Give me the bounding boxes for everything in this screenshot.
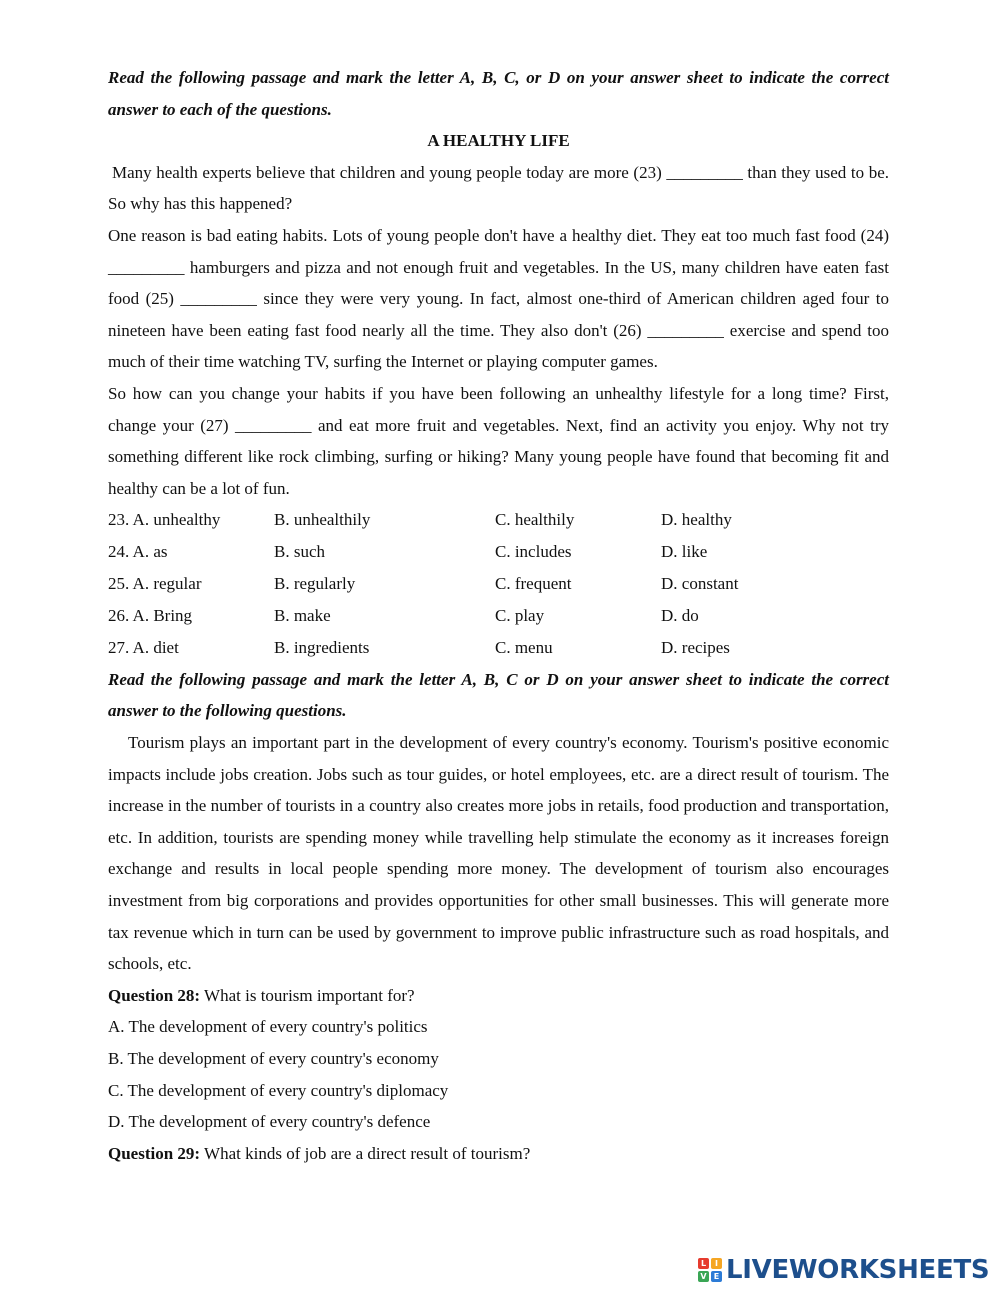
question-25-row xyxy=(108,568,889,600)
question-24-row xyxy=(108,536,889,568)
q26-option-b: B. make xyxy=(274,606,331,626)
q24-option-a: 24. A. as xyxy=(108,542,168,562)
worksheet-page xyxy=(108,62,889,1169)
passage1-title: A HEALTHY LIFE xyxy=(427,131,570,151)
q24-option-c: C. includes xyxy=(495,542,572,562)
question-28-label: Question 28: xyxy=(108,985,201,1005)
question-29-text: What kinds of job are a direct result of tourism? xyxy=(200,1143,531,1163)
q25-option-b: B. regularly xyxy=(274,574,356,594)
passage1-instruction: Read the following passage and mark the letter A, B, C, or D on your answer sheet to indicate the correct answer to each of the questions. xyxy=(108,68,889,119)
passage2-paragraph: Tourism plays an important part in the development of every country's economy. Tourism's positive economic impacts include jobs creation. Jobs such as tour guides, or hotel employees, etc. are a direct result of tourism. The increase in the number of tourists in a country also creates more jobs in retails, food production and transportation, etc. In addition, tourists are spending money while travelling help stimulate the economy as it increases foreign exchange and results in local people spending more money. The development of tourism also encourages investment from big corporations and provides opportunities for other small businesses. This will generate more tax revenue which in turn can be used by government to improve public infrastructure such as road hospitals, and schools, etc. xyxy=(108,733,889,974)
question-29-label: Question 29: xyxy=(108,1143,201,1163)
logo-text: LIVEWORKSHEETS xyxy=(726,1255,990,1285)
passage2-instruction: Read the following passage and mark the letter A, B, C or D on your answer sheet to indicate the correct answer to the following questions. xyxy=(108,669,889,721)
q28-option-a: A. The development of every country's politics xyxy=(108,1017,428,1037)
q23-option-c: C. healthily xyxy=(495,510,575,530)
q28-option-d: D. The development of every country's defence xyxy=(108,1112,431,1132)
question-27-row xyxy=(108,632,889,664)
passage1-paragraph-3: So how can you change your habits if you have been following an unhealthy lifestyle for a long time? First, change your (27) _________ and eat more fruit and vegetables. Next, find an activity you enjoy. Why not try something different like rock climbing, surfing or hiking? Many young people have found that becoming fit and healthy can be a lot of fun. xyxy=(108,383,889,498)
q25-option-a: 25. A. regular xyxy=(108,574,202,594)
passage1-paragraph-2: One reason is bad eating habits. Lots of young people don't have a healthy diet. They eat too much fast food (24) _________ hamburgers and pizza and not enough fruit and vegetables. In the US, many children have eaten fast food (25) _________ since they were very young. In fact, almost one-third of American children aged four to nineteen have been eating fast food nearly all the time. They also don't (26) _________ exercise and spend too much of their time watching TV, surfing the Internet or playing computer games. xyxy=(108,225,889,372)
liveworksheets-logo xyxy=(698,1255,989,1285)
logo-mark-e: E xyxy=(711,1271,722,1282)
q26-option-a: 26. A. Bring xyxy=(108,606,193,626)
q27-option-a: 27. A. diet xyxy=(108,637,179,657)
question-26-row xyxy=(108,600,889,632)
q27-option-b: B. ingredients xyxy=(274,637,370,657)
q25-option-d: D. constant xyxy=(661,574,739,594)
logo-mark-v: V xyxy=(698,1271,709,1282)
logo-mark-i: I xyxy=(711,1258,722,1269)
q24-option-b: B. such xyxy=(274,542,325,562)
question-28-stem xyxy=(108,980,889,1012)
q23-option-d: D. healthy xyxy=(661,510,732,530)
passage1-paragraph-1: Many health experts believe that children and young people today are more (23) _________ than they used to be. So why has this happened? xyxy=(108,162,889,214)
logo-mark-l: L xyxy=(698,1258,709,1269)
q27-option-c: C. menu xyxy=(495,637,553,657)
q27-option-d: D. recipes xyxy=(661,637,730,657)
q28-option-b: B. The development of every country's economy xyxy=(108,1048,439,1068)
q28-option-c: C. The development of every country's diplomacy xyxy=(108,1080,449,1100)
q26-option-d: D. do xyxy=(661,606,699,626)
logo-mark-icon xyxy=(698,1258,722,1282)
q23-option-a: 23. A. unhealthy xyxy=(108,510,221,530)
q26-option-c: C. play xyxy=(495,606,545,626)
question-29-stem xyxy=(108,1138,889,1170)
q23-option-b: B. unhealthily xyxy=(274,510,371,530)
question-28-text: What is tourism important for? xyxy=(200,985,415,1005)
question-23-row xyxy=(108,504,889,536)
q24-option-d: D. like xyxy=(661,542,708,562)
q25-option-c: C. frequent xyxy=(495,574,572,594)
